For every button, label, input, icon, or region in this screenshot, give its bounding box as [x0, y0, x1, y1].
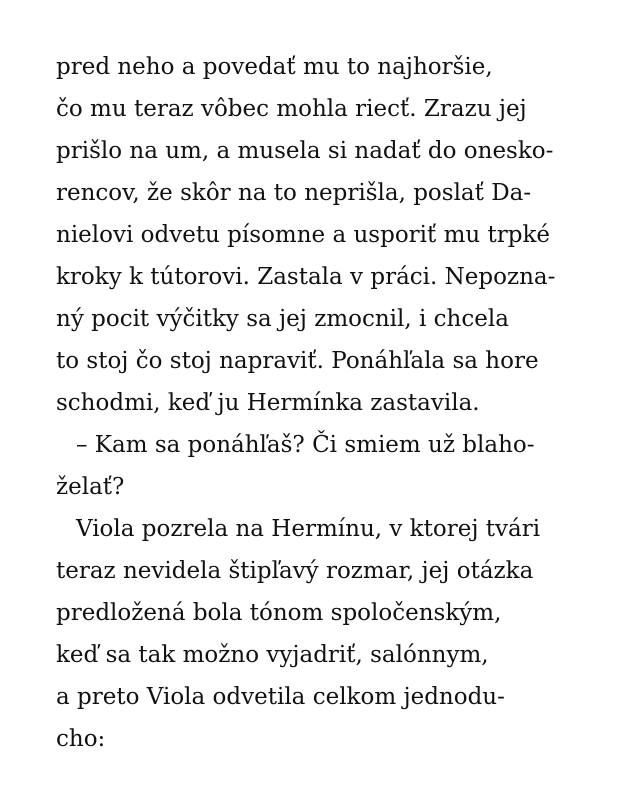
text-line: teraz nevidela štipľavý rozmar, jej otázka: [56, 558, 534, 584]
text-line: ný pocit výčitky sa jej zmocnil, i chcela: [56, 306, 509, 332]
text-line: čo mu teraz vôbec mohla riecť. Zrazu jej: [56, 96, 527, 122]
text-line: cho:: [56, 726, 106, 752]
text-line: nielovi odvetu písomne a usporiť mu trpké: [56, 222, 551, 248]
text-line: predložená bola tónom spoločenským,: [56, 600, 502, 626]
text-line: to stoj čo stoj napraviť. Ponáhľala sa hore: [56, 348, 539, 374]
paragraph-start-line: Viola pozrela na Hermínu, v ktorej tvári: [76, 516, 541, 542]
text-line: želať?: [56, 474, 125, 500]
text-line: kroky k tútorovi. Zastala v práci. Nepozna-: [56, 264, 556, 290]
text-line: schodmi, keď ju Hermínka zastavila.: [56, 390, 480, 416]
text-line: pred neho a povedať mu to najhoršie,: [56, 54, 493, 80]
text-line: keď sa tak možno vyjadriť, salónnym,: [56, 642, 489, 668]
dialogue-line: – Kam sa ponáhľaš? Či smiem už blaho-: [76, 432, 535, 458]
text-line: a preto Viola odvetila celkom jednodu-: [56, 684, 505, 710]
text-line: rencov, že skôr na to neprišla, poslať Da-: [56, 180, 532, 206]
text-line: prišlo na um, a musela si nadať do onesko-: [56, 138, 554, 164]
